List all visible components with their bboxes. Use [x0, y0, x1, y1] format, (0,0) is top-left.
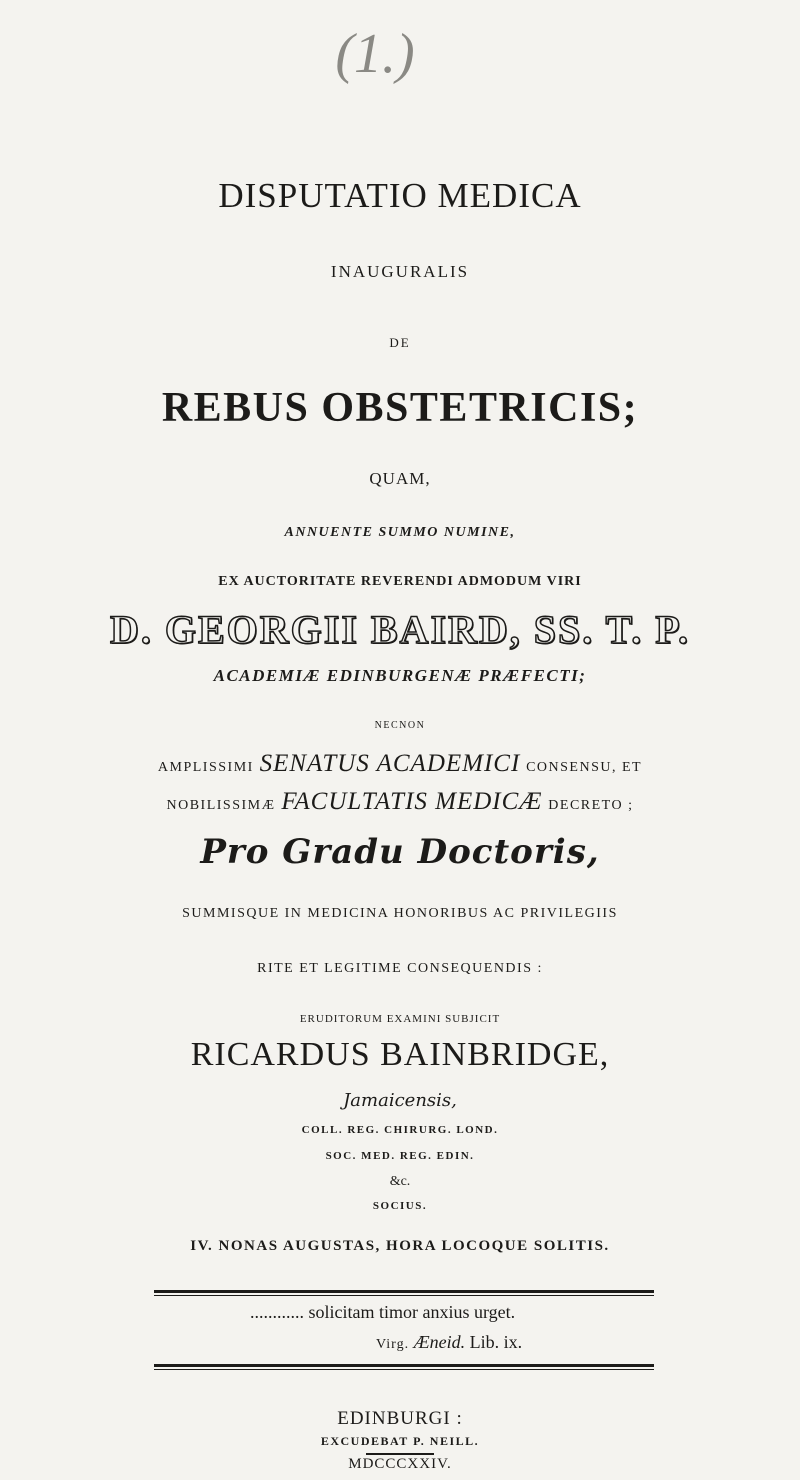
- facultatis-suffix: DECRETO ;: [548, 798, 634, 813]
- title-line-eruditorum: ERUDITORUM EXAMINI SUBJICIT: [299, 1013, 501, 1025]
- author-name: RICARDUS BAINBRIDGE,: [190, 1036, 610, 1073]
- facultatis-name: FACULTATIS MEDICÆ: [281, 788, 543, 815]
- title-line-annuente: ANNUENTE SUMMO NUMINE,: [284, 525, 516, 540]
- bottom-rule-thin: [154, 1369, 654, 1370]
- imprint-year: MDCCCXXIV.: [348, 1456, 452, 1472]
- senatus-name: SENATUS ACADEMICI: [259, 750, 521, 777]
- epigraph-source: [376, 1332, 696, 1353]
- principal-name: [0, 606, 800, 653]
- affiliation-london: COLL. REG. CHIRURG. LOND.: [301, 1124, 499, 1136]
- facultatis-prefix: NOBILISSIMÆ: [166, 798, 276, 813]
- title-line-facultatis: [0, 788, 800, 816]
- title-line-de: DE: [389, 335, 411, 350]
- title-line-rite: RITE ET LEGITIME CONSEQUENDIS :: [257, 961, 543, 976]
- epigraph-author: Virg.: [376, 1337, 410, 1352]
- blackletter-line-gradu: Pro Gradu Doctoris,: [200, 832, 600, 872]
- year-rule: [366, 1453, 434, 1455]
- affiliation-socius: SOCIUS.: [372, 1200, 428, 1212]
- bottom-rule-thick: [154, 1364, 654, 1367]
- epigraph-book: Lib. ix.: [469, 1332, 523, 1352]
- defense-date: IV. NONAS AUGUSTAS, HORA LOCOQUE SOLITIS.: [190, 1238, 610, 1254]
- title-line-necnon: NECNON: [374, 720, 426, 731]
- title-line-senatus: [0, 750, 800, 778]
- title-line-summisque: SUMMISQUE IN MEDICINA HONORIBUS AC PRIVILEGIIS: [182, 906, 618, 921]
- top-rule-thick: [154, 1290, 654, 1293]
- epigraph-text: ............ solicitam timor anxius urget.: [250, 1302, 516, 1322]
- imprint-place: EDINBURGI :: [337, 1408, 463, 1429]
- senatus-suffix: CONSENSU, ET: [526, 760, 643, 775]
- top-rule-thin: [154, 1295, 654, 1296]
- title-line-academiae: ACADEMIÆ EDINBURGENÆ PRÆFECTI;: [213, 666, 587, 685]
- title-line-quam: QUAM,: [369, 469, 431, 488]
- title-line-disputatio: DISPUTATIO MEDICA: [218, 176, 582, 215]
- title-line-auctoritate: EX AUCTORITATE REVERENDI ADMODUM VIRI: [218, 574, 582, 589]
- epigraph-work: Æneid.: [413, 1332, 466, 1352]
- main-title: REBUS OBSTETRICIS;: [161, 385, 639, 431]
- affiliation-etc: &c.: [389, 1174, 411, 1189]
- imprint-printer: EXCUDEBAT P. NEILL.: [320, 1434, 480, 1448]
- author-origin: Jamaicensis,: [343, 1090, 457, 1111]
- affiliation-edinburgh: SOC. MED. REG. EDIN.: [325, 1150, 475, 1162]
- handwritten-shelfmark: (1.): [335, 23, 415, 85]
- principal-name-text: D. GEORGII BAIRD, SS. T. P.: [109, 607, 691, 652]
- senatus-prefix: AMPLISSIMI: [157, 760, 254, 775]
- title-line-inauguralis: INAUGURALIS: [330, 262, 470, 281]
